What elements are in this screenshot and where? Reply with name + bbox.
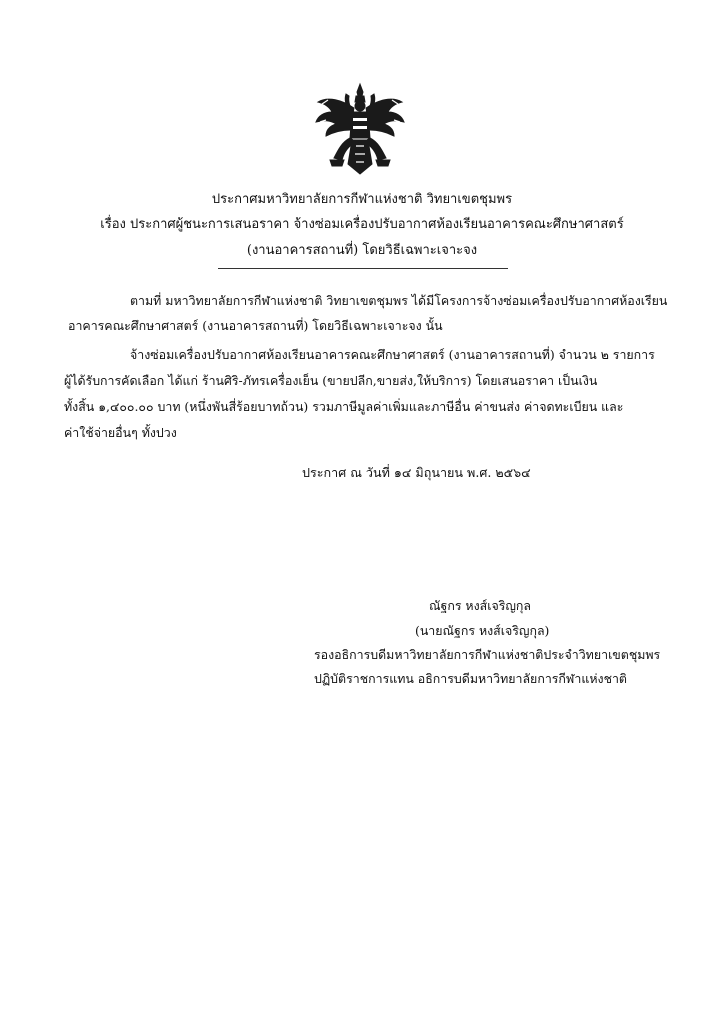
body-paragraph-line: ตามที่ มหาวิทยาลัยการกีฬาแห่งชาติ วิทยาเขตชุมพร ได้มีโครงการจ้างซ่อมเครื่องปรับอากาศห้องเรียน (130, 293, 668, 308)
signatory-printed-name: (นายณัฐกร หงส์เจริญกุล) (415, 623, 550, 638)
signature-name: ณัฐกร หงส์เจริญกุล (429, 598, 532, 613)
header-divider (218, 268, 508, 269)
body-paragraph-line: จ้างซ่อมเครื่องปรับอากาศห้องเรียนอาคารคณะศึกษาศาสตร์ (งานอาคารสถานที่) จำนวน ๒ รายการ (130, 347, 655, 362)
announcement-subject: เรื่อง ประกาศผู้ชนะการเสนอราคา จ้างซ่อมเครื่องปรับอากาศห้องเรียนอาคารคณะศึกษาศาสตร์ (100, 217, 624, 232)
signatory-acting-position: ปฏิบัติราชการแทน อธิการบดีมหาวิทยาลัยการกีฬาแห่งชาติ (314, 671, 627, 686)
signatory-position: รองอธิการบดีมหาวิทยาลัยการกีฬาแห่งชาติประจำวิทยาเขตชุมพร (314, 647, 661, 662)
announcement-subject-continued: (งานอาคารสถานที่) โดยวิธีเฉพาะเจาะจง (246, 243, 478, 258)
body-paragraph-line: ทั้งสิ้น ๑,๔๐๐.๐๐ บาท (หนึ่งพันสี่ร้อยบาทถ้วน) รวมภาษีมูลค่าเพิ่มและภาษีอื่น ค่าขนส่ง ค่าจดทะเบียน และ (64, 399, 624, 414)
body-paragraph-line: อาคารคณะศึกษาศาสตร์ (งานอาคารสถานที่) โดยวิธีเฉพาะเจาะจง นั้น (68, 318, 443, 333)
announcement-date: ประกาศ ณ วันที่ ๑๔ มิถุนายน พ.ศ. ๒๕๖๔ (302, 465, 531, 480)
body-paragraph-line: ค่าใช้จ่ายอื่นๆ ทั้งปวง (64, 425, 177, 440)
body-paragraph-line: ผู้ได้รับการคัดเลือก ได้แก่ ร้านศิริ-ภัทรเครื่องเย็น (ขายปลีก,ขายส่ง,ให้บริการ) โดยเสนอราคา เป็นเงิน (64, 373, 598, 388)
announcement-title: ประกาศมหาวิทยาลัยการกีฬาแห่งชาติ วิทยาเขตชุมพร (211, 192, 513, 207)
garuda-emblem-icon (312, 82, 408, 182)
